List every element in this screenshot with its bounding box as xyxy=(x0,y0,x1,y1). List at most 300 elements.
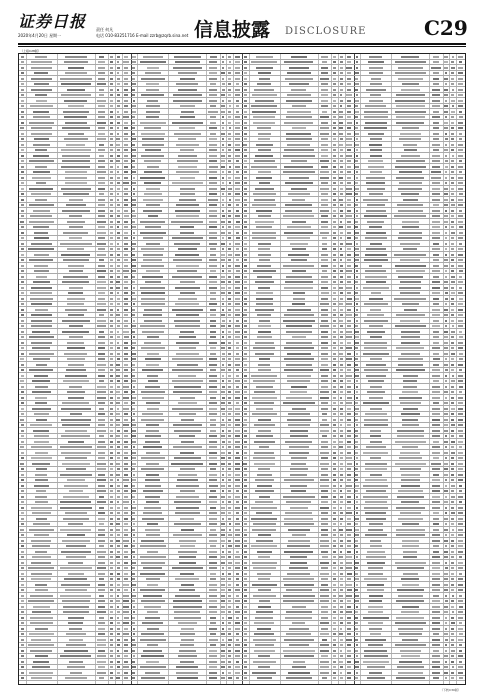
table-cell xyxy=(209,276,216,278)
table-cell xyxy=(210,430,217,432)
table-cell xyxy=(29,369,53,371)
table-cell xyxy=(132,259,136,261)
table-cell xyxy=(284,551,313,553)
table-cell xyxy=(110,105,113,107)
table-cell xyxy=(398,490,423,492)
table-cell xyxy=(368,133,384,135)
table-cell xyxy=(124,138,128,140)
table-cell xyxy=(339,303,343,305)
table-cell xyxy=(458,182,463,184)
table-cell xyxy=(124,298,128,300)
table-cell xyxy=(116,314,120,316)
table-cell xyxy=(321,155,328,157)
table-cell xyxy=(209,89,216,91)
table-cell xyxy=(395,166,426,168)
table-cell xyxy=(333,320,335,322)
table-cell xyxy=(321,578,329,580)
table-cell xyxy=(21,111,24,113)
table-cell xyxy=(69,237,82,239)
table-cell xyxy=(132,644,135,646)
table-cell xyxy=(402,127,419,129)
table-cell xyxy=(368,529,383,531)
table-cell xyxy=(459,386,463,388)
table-cell xyxy=(209,303,217,305)
table-cell xyxy=(458,589,463,591)
table-cell xyxy=(63,276,88,278)
table-cell xyxy=(124,617,129,619)
table-cell xyxy=(123,611,128,613)
table-cell xyxy=(451,534,455,536)
table-cell xyxy=(333,100,336,102)
table-cell xyxy=(209,358,218,360)
table-cell xyxy=(355,419,358,421)
table-cell xyxy=(346,595,351,597)
table-cell xyxy=(244,281,247,283)
table-cell xyxy=(117,573,120,575)
table-cell xyxy=(253,193,276,195)
table-cell xyxy=(395,622,426,624)
table-cell xyxy=(346,529,351,531)
table-cell xyxy=(60,78,91,80)
table-cell xyxy=(133,336,136,338)
table-cell xyxy=(459,298,463,300)
table-cell xyxy=(366,364,386,366)
table-cell xyxy=(235,122,241,124)
table-cell xyxy=(252,529,276,531)
table-cell xyxy=(290,562,307,564)
table-cell xyxy=(132,391,135,393)
table-cell xyxy=(117,408,119,410)
table-cell xyxy=(396,94,425,96)
table-cell xyxy=(397,589,424,591)
table-cell xyxy=(63,380,89,382)
table-cell xyxy=(321,56,327,58)
table-cell xyxy=(244,353,246,355)
table-cell xyxy=(396,677,426,679)
table-cell xyxy=(236,584,240,586)
table-cell xyxy=(252,237,276,239)
table-cell xyxy=(124,171,128,173)
table-cell xyxy=(124,485,128,487)
table-cell xyxy=(321,298,329,300)
table-cell xyxy=(259,182,270,184)
table-cell xyxy=(21,617,24,619)
table-cell xyxy=(355,578,358,580)
table-cell xyxy=(180,78,194,80)
table-cell xyxy=(340,380,343,382)
table-cell xyxy=(222,116,224,118)
table-cell xyxy=(117,94,120,96)
table-cell xyxy=(21,270,23,272)
table-cell xyxy=(451,188,454,190)
table-cell xyxy=(321,331,328,333)
table-cell xyxy=(97,364,105,366)
table-cell xyxy=(29,122,53,124)
table-cell xyxy=(33,111,49,113)
table-cell xyxy=(21,644,23,646)
table-cell xyxy=(60,655,91,657)
table-cell xyxy=(98,589,106,591)
table-cell xyxy=(222,331,225,333)
table-cell xyxy=(355,490,358,492)
table-cell xyxy=(123,622,128,624)
table-cell xyxy=(244,606,248,608)
table-cell xyxy=(132,61,136,63)
table-cell xyxy=(110,446,113,448)
table-cell xyxy=(116,474,120,476)
table-cell xyxy=(321,468,327,470)
table-cell xyxy=(258,419,271,421)
table-cell xyxy=(356,303,358,305)
table-cell xyxy=(60,507,92,509)
table-cell xyxy=(368,573,383,575)
table-cell xyxy=(451,331,455,333)
table-cell xyxy=(21,254,25,256)
table-cell xyxy=(244,248,247,250)
table-cell xyxy=(117,122,120,124)
table-cell xyxy=(355,314,358,316)
table-cell xyxy=(458,408,463,410)
table-cell xyxy=(144,171,162,173)
table-cell xyxy=(432,188,441,190)
table-cell xyxy=(432,430,441,432)
table-cell xyxy=(228,292,231,294)
table-cell xyxy=(452,611,454,613)
table-cell xyxy=(459,644,463,646)
table-cell xyxy=(355,474,358,476)
table-cell xyxy=(355,166,359,168)
table-cell xyxy=(21,661,24,663)
table-cell xyxy=(333,606,337,608)
table-cell xyxy=(117,617,119,619)
table-cell xyxy=(235,611,240,613)
table-cell xyxy=(145,358,161,360)
table-cell xyxy=(110,655,112,657)
table-cell xyxy=(222,237,225,239)
table-cell xyxy=(180,116,195,118)
table-cell xyxy=(132,584,135,586)
table-cell xyxy=(60,529,91,531)
table-cell xyxy=(180,661,194,663)
table-cell xyxy=(458,380,462,382)
table-cell xyxy=(347,496,351,498)
table-cell xyxy=(347,435,351,437)
table-cell xyxy=(133,534,136,536)
table-cell xyxy=(110,408,113,410)
table-cell xyxy=(98,61,104,63)
table-cell xyxy=(21,452,23,454)
table-cell xyxy=(229,61,231,63)
table-cell xyxy=(290,430,308,432)
table-cell xyxy=(346,375,351,377)
table-cell xyxy=(433,353,440,355)
table-cell xyxy=(321,122,328,124)
table-cell xyxy=(257,474,271,476)
table-cell xyxy=(174,501,201,503)
table-cell xyxy=(355,265,358,267)
table-cell xyxy=(356,215,358,217)
table-cell xyxy=(31,342,52,344)
table-cell xyxy=(228,639,232,641)
table-cell xyxy=(452,375,454,377)
table-cell xyxy=(458,507,463,509)
table-cell xyxy=(209,78,218,80)
table-cell xyxy=(364,111,389,113)
table-cell xyxy=(221,595,224,597)
table-cell xyxy=(124,523,128,525)
table-cell xyxy=(35,589,48,591)
table-cell xyxy=(321,490,329,492)
table-cell xyxy=(124,507,128,509)
table-cell xyxy=(432,309,441,311)
table-cell xyxy=(458,100,463,102)
table-cell xyxy=(61,551,91,553)
table-cell xyxy=(400,259,420,261)
table-cell xyxy=(221,529,225,531)
table-cell xyxy=(236,452,240,454)
table-cell xyxy=(340,402,343,404)
table-cell xyxy=(340,83,343,85)
table-cell xyxy=(210,573,216,575)
table-cell xyxy=(365,479,387,481)
table-cell xyxy=(370,633,381,635)
table-cell xyxy=(32,331,50,333)
table-cell xyxy=(451,199,454,201)
table-cell xyxy=(322,677,328,679)
table-cell xyxy=(398,364,422,366)
table-cell xyxy=(433,650,440,652)
table-cell xyxy=(356,210,359,212)
table-cell xyxy=(176,83,198,85)
table-cell xyxy=(142,518,164,520)
table-cell xyxy=(451,628,453,630)
table-cell xyxy=(458,166,463,168)
table-cell xyxy=(31,540,51,542)
table-cell xyxy=(222,303,225,305)
table-cell xyxy=(347,259,351,261)
table-cell xyxy=(21,232,24,234)
table-cell xyxy=(402,540,419,542)
table-cell xyxy=(433,364,440,366)
table-cell xyxy=(459,501,463,503)
table-cell xyxy=(141,540,164,542)
table-cell xyxy=(132,254,135,256)
table-cell xyxy=(333,199,335,201)
table-cell xyxy=(179,650,196,652)
table-cell xyxy=(132,204,135,206)
table-cell xyxy=(132,105,136,107)
table-cell xyxy=(110,166,113,168)
table-cell xyxy=(21,116,23,118)
table-cell xyxy=(252,584,277,586)
table-cell xyxy=(459,485,463,487)
table-cell xyxy=(284,314,314,316)
table-cell xyxy=(235,226,240,228)
table-cell xyxy=(36,100,48,102)
table-cell xyxy=(432,578,440,580)
table-cell xyxy=(21,122,24,124)
table-cell xyxy=(124,573,129,575)
table-cell xyxy=(340,479,343,481)
table-cell xyxy=(432,496,439,498)
table-cell xyxy=(110,353,113,355)
table-cell xyxy=(65,430,87,432)
table-cell xyxy=(209,551,218,553)
table-cell xyxy=(98,606,106,608)
table-cell xyxy=(110,336,113,338)
table-cell xyxy=(62,331,89,333)
table-cell xyxy=(21,413,25,415)
table-cell xyxy=(235,534,240,536)
table-cell xyxy=(340,617,343,619)
table-cell xyxy=(148,380,158,382)
table-cell xyxy=(110,644,113,646)
table-cell xyxy=(333,468,336,470)
table-cell xyxy=(340,655,343,657)
table-cell xyxy=(110,512,113,514)
table-cell xyxy=(236,677,240,679)
table-cell xyxy=(285,182,313,184)
table-cell xyxy=(287,309,311,311)
table-cell xyxy=(65,309,88,311)
table-cell xyxy=(346,155,351,157)
table-cell xyxy=(333,666,336,668)
table-cell xyxy=(284,232,313,234)
table-cell xyxy=(432,210,440,212)
table-cell xyxy=(432,419,439,421)
table-cell xyxy=(444,490,448,492)
table-cell xyxy=(399,232,422,234)
table-cell xyxy=(368,622,383,624)
continuation-notice: （上接C28版） xyxy=(20,49,41,53)
table-cell xyxy=(340,193,343,195)
table-cell xyxy=(124,375,128,377)
table-cell xyxy=(432,391,440,393)
table-cell xyxy=(236,259,240,261)
table-cell xyxy=(124,512,128,514)
table-cell xyxy=(235,672,240,674)
table-cell xyxy=(367,204,385,206)
table-cell xyxy=(340,309,343,311)
table-cell xyxy=(459,138,463,140)
table-cell xyxy=(21,666,24,668)
table-cell xyxy=(68,562,83,564)
table-cell xyxy=(177,160,197,162)
table-cell xyxy=(123,595,128,597)
table-cell xyxy=(117,336,120,338)
table-cell xyxy=(347,677,352,679)
table-cell xyxy=(321,149,328,151)
table-cell xyxy=(221,111,225,113)
table-cell xyxy=(365,270,386,272)
table-cell xyxy=(147,375,158,377)
table-cell xyxy=(333,72,336,74)
table-cell xyxy=(366,182,385,184)
table-cell xyxy=(228,133,231,135)
table-cell xyxy=(369,298,383,300)
table-cell xyxy=(117,254,120,256)
table-cell xyxy=(458,534,463,536)
table-cell xyxy=(235,298,240,300)
table-cell xyxy=(21,89,24,91)
table-cell xyxy=(459,391,463,393)
table-cell xyxy=(287,573,310,575)
table-cell xyxy=(228,413,231,415)
table-cell xyxy=(320,463,328,465)
table-cell xyxy=(142,369,163,371)
table-cell xyxy=(333,628,336,630)
table-cell xyxy=(35,501,48,503)
table-cell xyxy=(123,331,128,333)
table-cell xyxy=(355,600,358,602)
table-cell xyxy=(176,672,198,674)
table-cell xyxy=(452,155,454,157)
table-cell xyxy=(244,276,247,278)
table-cell xyxy=(333,358,336,360)
table-cell xyxy=(209,364,217,366)
table-cell xyxy=(180,281,195,283)
table-cell xyxy=(356,56,358,58)
masthead-rule xyxy=(18,43,466,45)
table-cell xyxy=(400,512,422,514)
table-cell xyxy=(228,518,231,520)
table-cell xyxy=(145,617,160,619)
table-cell xyxy=(64,138,88,140)
table-cell xyxy=(34,375,48,377)
table-cell xyxy=(444,556,447,558)
table-cell xyxy=(117,595,119,597)
table-cell xyxy=(124,562,128,564)
table-cell xyxy=(110,490,113,492)
table-cell xyxy=(432,226,440,228)
table-cell xyxy=(132,661,135,663)
table-cell xyxy=(124,100,128,102)
table-cell xyxy=(368,61,384,63)
table-cell xyxy=(147,644,158,646)
table-cell xyxy=(432,193,439,195)
table-cell xyxy=(33,210,50,212)
table-cell xyxy=(285,210,312,212)
table-cell xyxy=(433,78,440,80)
table-cell xyxy=(432,479,439,481)
page-number: C29 xyxy=(424,16,468,40)
table-cell xyxy=(141,457,165,459)
table-cell xyxy=(99,507,105,509)
table-cell xyxy=(243,358,247,360)
table-cell xyxy=(444,265,448,267)
table-cell xyxy=(340,408,343,410)
table-cell xyxy=(21,199,24,201)
table-cell xyxy=(132,127,135,129)
table-cell xyxy=(210,424,216,426)
table-cell xyxy=(451,215,454,217)
table-cell xyxy=(432,100,440,102)
table-cell xyxy=(132,562,135,564)
table-cell xyxy=(179,556,196,558)
table-cell xyxy=(110,391,114,393)
table-cell xyxy=(62,127,89,129)
table-cell xyxy=(222,567,225,569)
table-cell xyxy=(347,111,351,113)
table-cell xyxy=(21,457,24,459)
table-cell xyxy=(64,578,87,580)
table-cell xyxy=(142,622,163,624)
table-cell xyxy=(65,122,87,124)
table-cell xyxy=(340,677,343,679)
table-cell xyxy=(99,677,105,679)
table-cell xyxy=(445,171,448,173)
table-cell xyxy=(340,72,343,74)
